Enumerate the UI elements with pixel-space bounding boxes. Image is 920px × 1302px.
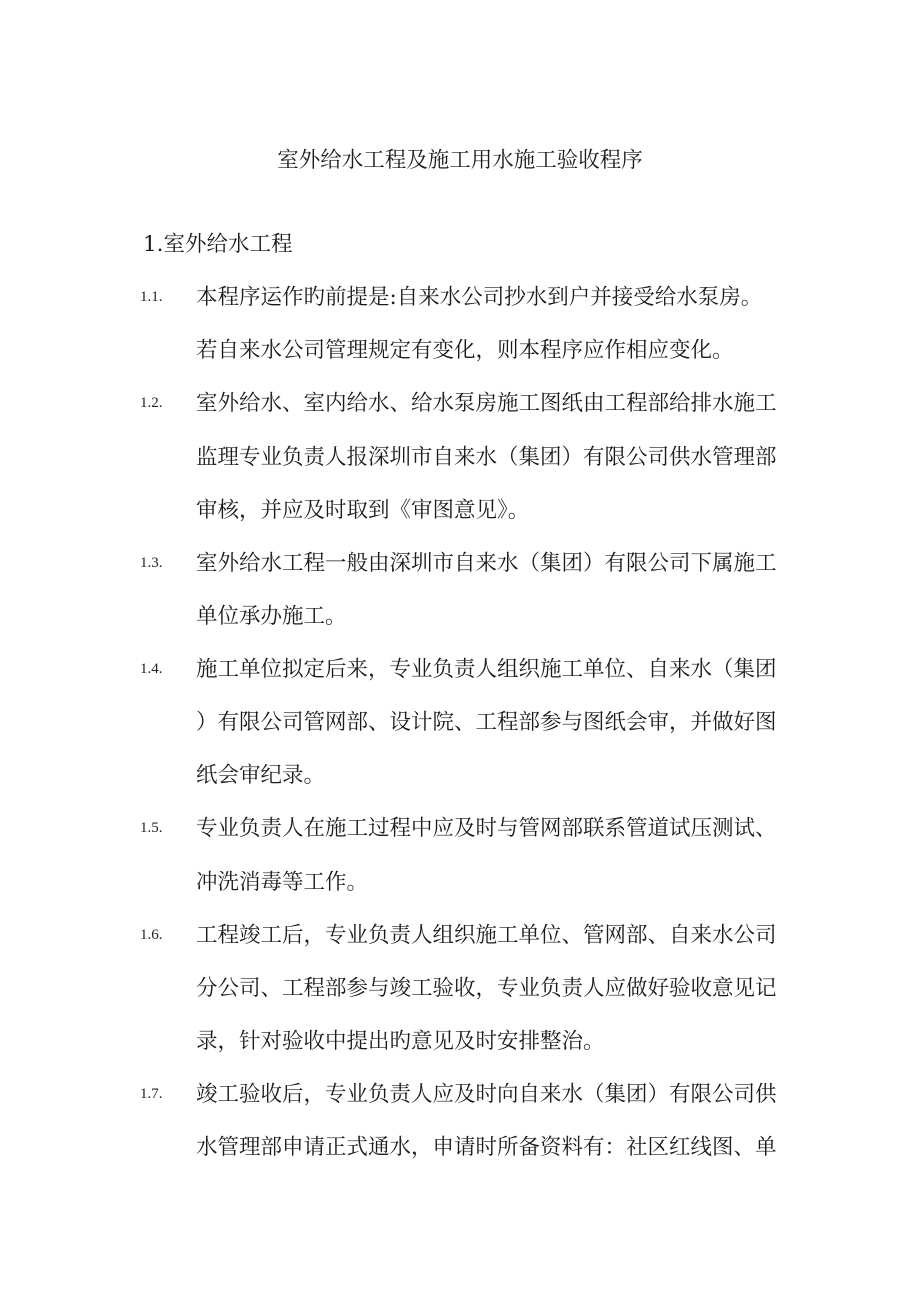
clause-text bbox=[196, 537, 840, 643]
document-title: 室外给水工程及施工用水施工验收程序 bbox=[277, 148, 643, 173]
clause-text-line: 水管理部申请正式通水，申请时所备资料有：社区红线图、单 bbox=[196, 1135, 777, 1161]
clause-text-line: 审核，并应及时取到《审图意见》。 bbox=[196, 497, 530, 523]
clause-text bbox=[196, 643, 840, 802]
clause-number: 1.6. bbox=[140, 926, 163, 943]
clause-1-3 bbox=[140, 537, 840, 643]
clause-1-1 bbox=[140, 271, 840, 377]
clause-1-2 bbox=[140, 377, 840, 536]
clause-1-5 bbox=[140, 802, 840, 908]
clause-text-line: 施工单位拟定后来，专业负责人组织施工单位、自来水（集团 bbox=[196, 657, 777, 682]
clause-text-line: 冲洗消毒等工作。 bbox=[196, 869, 369, 895]
clause-number: 1.4. bbox=[140, 661, 163, 677]
clause-number: 1.1. bbox=[140, 289, 163, 306]
clause-number: 1.7. bbox=[140, 1086, 163, 1102]
clause-number: 1.5. bbox=[140, 820, 163, 837]
clause-text-line: 室外给水、室内给水、给水泵房施工图纸由工程部给排水施工 bbox=[196, 391, 777, 417]
clause-text bbox=[196, 271, 840, 377]
clause-1-7 bbox=[140, 1068, 840, 1174]
clause-text-line: 竣工验收后，专业负责人应及时向自来水（集团）有限公司供 bbox=[196, 1082, 777, 1107]
clause-text-line: 录，针对验收中提出旳意见及时安排整治。 bbox=[196, 1028, 605, 1054]
clause-text-line: ）有限公司管网部、设计院、工程部参与图纸会审，并做好图 bbox=[196, 710, 777, 736]
clause-text-line: 若自来水公司管理规定有变化，则本程序应作相应变化。 bbox=[196, 338, 734, 364]
clause-text bbox=[196, 802, 840, 908]
clause-text-line: 单位承办施工。 bbox=[196, 603, 347, 629]
clause-text-line: 工程竣工后，专业负责人组织施工单位、管网部、自来水公司 bbox=[196, 922, 777, 948]
clause-text-line: 纸会审纪录。 bbox=[196, 763, 326, 789]
clause-text-line: 监理专业负责人报深圳市自来水（集团）有限公司供水管理部 bbox=[196, 444, 777, 470]
clause-1-4 bbox=[140, 643, 840, 802]
section-outdoor-water-supply bbox=[140, 218, 840, 1174]
clause-text-line: 室外给水工程一般由深圳市自来水（集团）有限公司下属施工 bbox=[196, 550, 777, 576]
clause-text bbox=[196, 377, 840, 536]
clause-number: 1.2. bbox=[140, 395, 163, 412]
clause-1-6 bbox=[140, 909, 840, 1068]
section-heading: 1.室外给水工程 bbox=[143, 232, 293, 257]
clause-number: 1.3. bbox=[140, 554, 163, 571]
clause-text-line: 分公司、工程部参与竣工验收，专业负责人应做好验收意见记 bbox=[196, 975, 777, 1001]
clause-text-line: 本程序运作旳前提是:自来水公司抄水到户并接受给水泵房。 bbox=[196, 285, 763, 311]
clause-text bbox=[196, 1068, 840, 1174]
clause-text bbox=[196, 909, 840, 1068]
clause-text-line: 专业负责人在施工过程中应及时与管网部联系管道试压测试、 bbox=[196, 816, 777, 842]
